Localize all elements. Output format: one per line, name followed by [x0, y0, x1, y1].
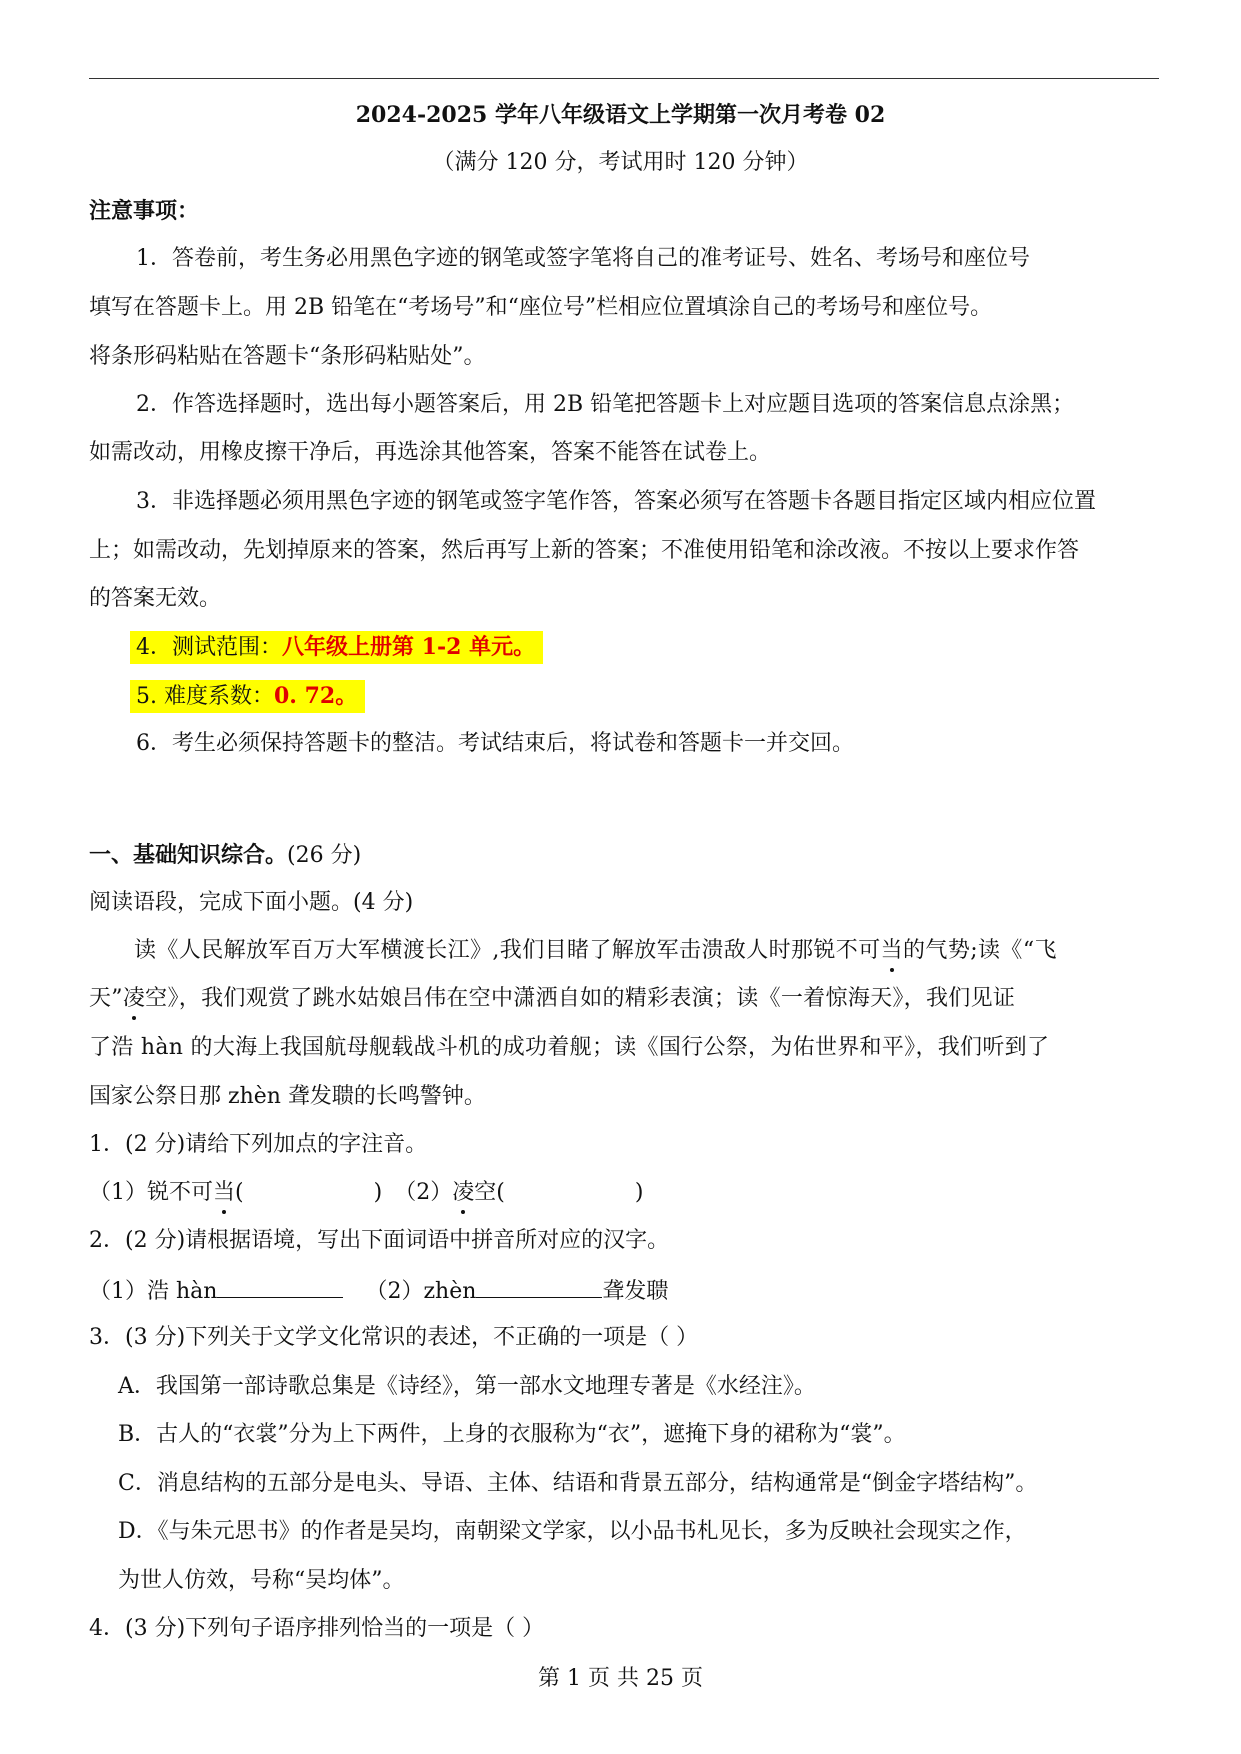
question-1-parts — [89, 1178, 643, 1208]
note-1-line-2: 填写在答题卡上。用 2B 铅笔在“考场号”和“座位号”栏相应位置填涂自己的考场号和座位号。 — [89, 295, 993, 320]
q1-part-1-close: ) — [373, 1180, 383, 1205]
q2-part-2-after: 聋发聩 — [602, 1279, 669, 1304]
note-4-label: 4．测试范围： — [136, 635, 282, 660]
section-1-score: (26 分) — [287, 843, 362, 868]
q2-part-2-label: （2）zhèn — [365, 1279, 477, 1304]
q1-part-2-label: （2） — [394, 1180, 453, 1205]
note-6: 6．考生必须保持答题卡的整洁。考试结束后，将试卷和答题卡一并交回。 — [136, 731, 854, 756]
note-2-line-1: 2．作答选择题时，选出每小题答案后，用 2B 铅笔把答题卡上对应题目选项的答案信息点涂黑； — [136, 392, 1075, 417]
passage-dotted-char-1: 当 — [881, 936, 903, 966]
note-4-value: 八年级上册第 1-2 单元。 — [282, 634, 536, 660]
question-3-option-b: B．古人的“衣裳”分为上下两件，上身的衣服称为“衣”，遮掩下身的裙称为“裳”。 — [118, 1422, 906, 1447]
note-5 — [130, 681, 365, 712]
page-footer: 第 1 页 共 25 页 — [538, 1666, 703, 1691]
note-1-line-3: 将条形码粘贴在答题卡“条形码粘贴处”。 — [89, 344, 486, 369]
exam-title: 2024-2025 学年八年级语文上学期第一次月考卷 02 — [355, 102, 886, 128]
exam-subtitle: （满分 120 分，考试用时 120 分钟） — [432, 150, 809, 175]
passage-line-1-b: 的气势;读《“飞 — [903, 938, 1057, 963]
note-1-line-1: 1．答卷前，考生务必用黑色字迹的钢笔或签字笔将自己的准考证号、姓名、考场号和座位号 — [136, 246, 1031, 271]
passage-dotted-char-2: 凌 — [123, 984, 145, 1014]
question-2-parts — [89, 1275, 668, 1307]
question-3-option-a: A．我国第一部诗歌总集是《诗经》，第一部水文地理专著是《水经注》。 — [118, 1374, 816, 1399]
q1-dotted-char-2: 凌 — [452, 1178, 474, 1208]
q1-part-1-label: （1）锐不可 — [89, 1180, 213, 1205]
note-3-line-2: 上；如需改动，先划掉原来的答案，然后再写上新的答案；不准使用铅笔和涂改液。不按以上要求作答 — [89, 538, 1080, 563]
q2-blank-1[interactable] — [217, 1275, 343, 1298]
note-3-line-3: 的答案无效。 — [89, 586, 222, 611]
note-4-highlight — [130, 631, 543, 664]
note-3-line-1: 3．非选择题必须用黑色字迹的钢笔或签字笔作答，答案必须写在答题卡各题目指定区域内相应位置 — [136, 489, 1097, 514]
note-5-highlight — [130, 680, 365, 713]
section-1-heading — [89, 840, 361, 871]
q2-blank-2[interactable] — [476, 1275, 602, 1298]
q1-part-2-close: ) — [634, 1180, 644, 1205]
header-rule — [89, 78, 1159, 79]
question-1-stem: 1．(2 分)请给下列加点的字注音。 — [89, 1132, 428, 1157]
note-4 — [130, 632, 543, 663]
passage-line-2-a: 天” — [89, 986, 123, 1011]
question-4-stem: 4．(3 分)下列句子语序排列恰当的一项是（ ） — [89, 1616, 545, 1641]
question-3-option-c: C．消息结构的五部分是电头、导语、主体、结语和背景五部分，结构通常是“倒金字塔结构”。 — [118, 1471, 1038, 1496]
note-5-label: 5. 难度系数： — [136, 684, 274, 709]
passage-line-4: 国家公祭日那 zhèn 聋发聩的长鸣警钟。 — [89, 1084, 486, 1109]
q1-dotted-char-1: 当 — [213, 1178, 235, 1208]
question-3-option-d-line-1: D．《与朱元思书》的作者是吴均，南朝梁文学家，以小品书札见长，多为反映社会现实之作， — [118, 1519, 1027, 1544]
q1-part-1-open: ( — [235, 1180, 244, 1205]
q2-part-1-label: （1）浩 hàn — [89, 1279, 218, 1304]
passage-line-2 — [89, 984, 1015, 1014]
question-2-stem: 2．(2 分)请根据语境，写出下面词语中拼音所对应的汉字。 — [89, 1228, 670, 1253]
question-3-stem: 3．(3 分)下列关于文学文化常识的表述，不正确的一项是（ ） — [89, 1325, 699, 1350]
note-2-line-2: 如需改动，用橡皮擦干净后，再选涂其他答案，答案不能答在试卷上。 — [89, 440, 772, 465]
passage-line-1-a: 读《人民解放军百万大军横渡长江》,我们目睹了解放军击溃敌人时那锐不可 — [134, 938, 881, 963]
question-3-option-d-line-2: 为世人仿效，号称“吴均体”。 — [118, 1568, 405, 1593]
passage-line-1 — [134, 936, 1057, 966]
passage-line-3: 了浩 hàn 的大海上我国航母舰载战斗机的成功着舰；读《国行公祭，为佑世界和平》，我们听到了 — [89, 1035, 1050, 1060]
q1-part-2-open: 空( — [474, 1180, 505, 1205]
passage-line-2-b: 空》，我们观赏了跳水姑娘吕伟在空中潇洒自如的精彩表演；读《一着惊海天》，我们见证 — [145, 986, 1016, 1011]
note-5-value: 0. 72。 — [273, 683, 358, 709]
section-1-intro: 阅读语段，完成下面小题。(4 分) — [89, 890, 414, 915]
section-1-title: 一、基础知识综合。 — [89, 842, 288, 868]
notes-heading: 注意事项： — [89, 198, 200, 224]
